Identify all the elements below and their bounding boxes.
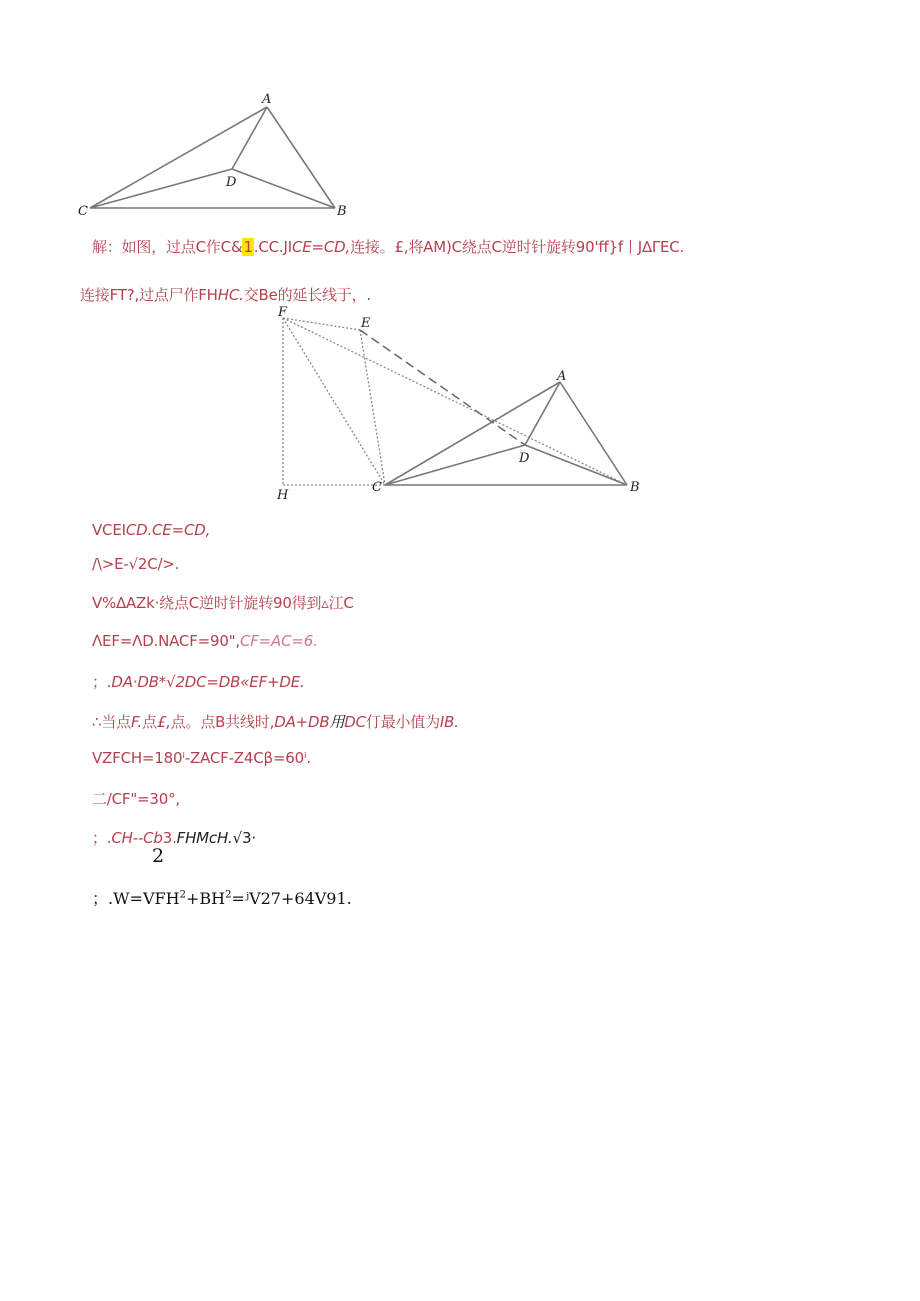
triangle-figure-1 (70, 85, 360, 225)
label-point-b2: B (630, 480, 640, 495)
solution-line-4: /\>E-√2C/>. (92, 555, 180, 573)
solution-line-12: ；$.W=VFH^2+BH^2=ʲV27+64V91$. (92, 889, 352, 908)
label-point-a2: A (557, 369, 567, 384)
solution-line-5: V%∆AZk·绕点C逆时针旋转90得到▵江C (92, 594, 354, 612)
label-point-h: H (277, 488, 289, 503)
label-point-a: A (262, 92, 272, 107)
solution-line-7: ；.DA·DB*√2DC=DB«EF+DE. (92, 673, 305, 691)
solution-line-2: 连接FT?,过点尸作FHHC.交Be的延长线于，. (80, 286, 371, 304)
solution-line-8: ∴当点F.点£,点。点B共线时,DA+DB用DC仃最小值为IB. (92, 713, 459, 731)
label-point-d2: D (519, 451, 530, 466)
solution-line-11: ；.CH--Cb3.FHMcH.√3· (92, 829, 256, 847)
label-point-d: D (226, 175, 237, 190)
highlight-mark: 1 (243, 238, 253, 256)
solution-line-1: 解：如图，过点C作C&1.CC.JICE=CD,连接。£,将AM)C绕点C逆时针旋转90'ff}f丨J∆ΓEC. (92, 238, 685, 256)
solution-line-3: VCEICD.CE=CD, (92, 521, 211, 539)
solution-line-6: ΛEF=ΛD.NACF=90",CF=AC=6. (92, 632, 318, 650)
construction-figure-2 (270, 300, 650, 510)
label-point-c2: C (372, 480, 382, 495)
solution-line-9: VZFCH=180ⁱ-ZACF-Z4Cβ=60ⁱ. (92, 749, 311, 767)
label-point-b: B (337, 204, 347, 219)
label-point-e: E (361, 316, 371, 331)
label-point-f: F (278, 305, 288, 320)
fraction-denominator: 2 (152, 845, 165, 867)
solution-line-10: 二/CF"=30°, (92, 790, 180, 808)
label-point-c: C (78, 204, 88, 219)
